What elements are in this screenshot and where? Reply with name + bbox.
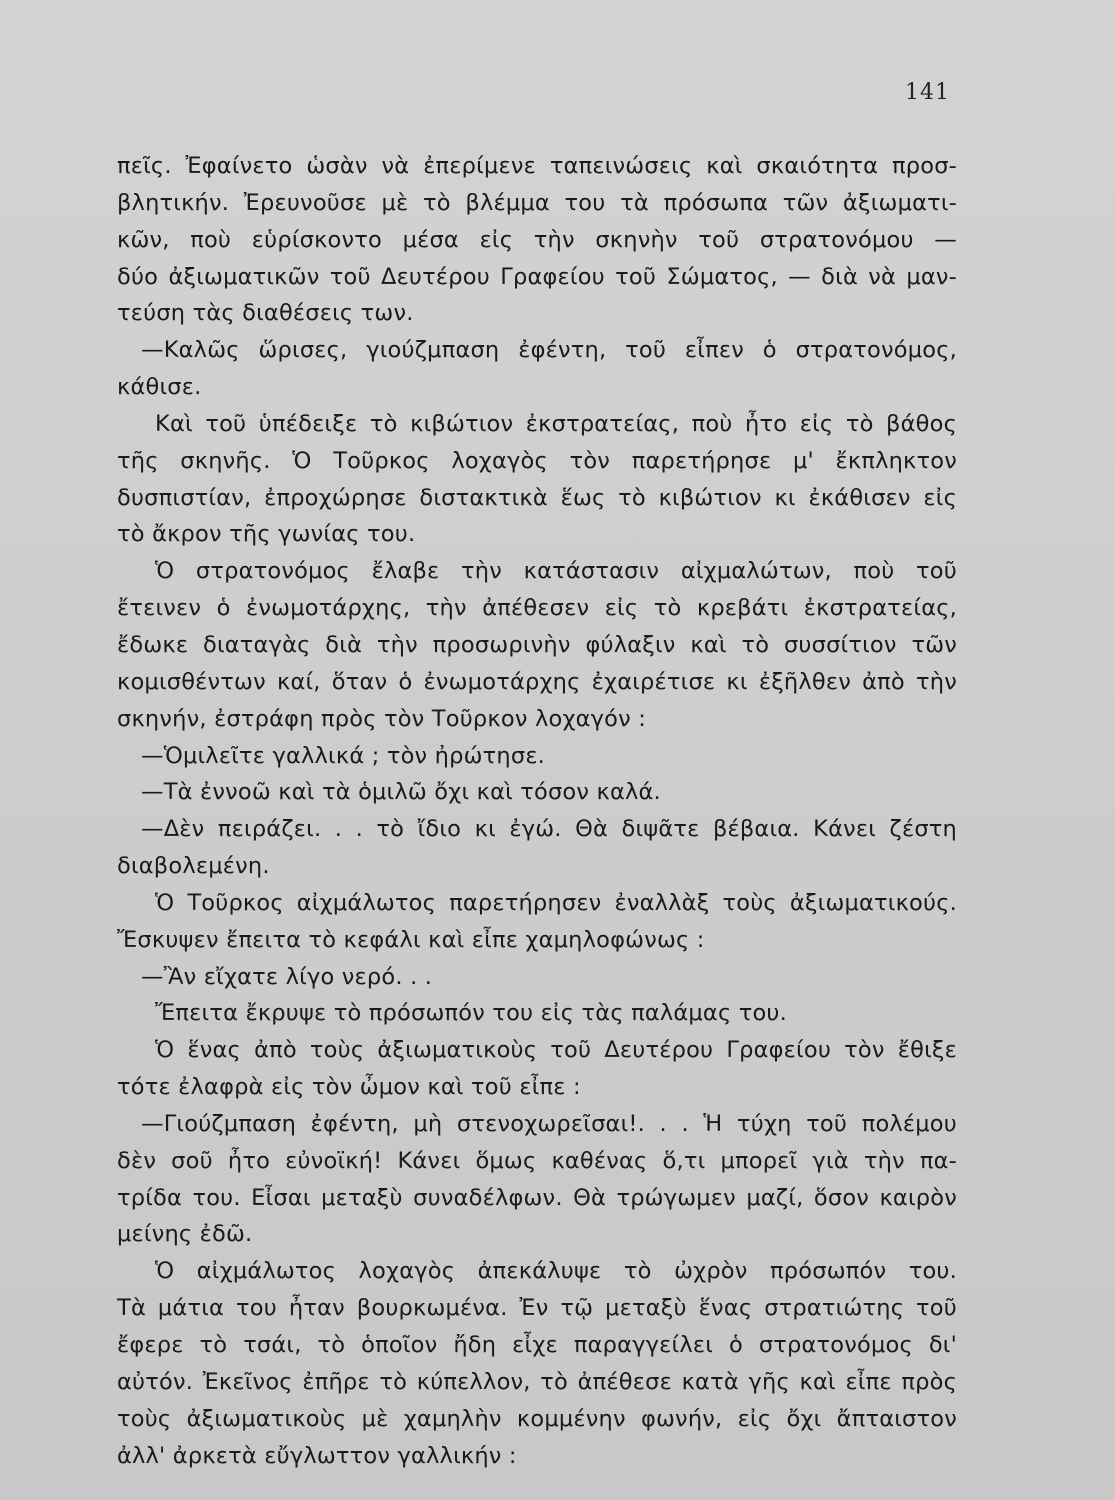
text-line: δυσπιστίαν, ἐπροχώρησε διστακτικὰ ἕως τὸ κιβώτιον κι ἐκάθισεν εἰς — [117, 484, 957, 511]
text-line: κομισθέντων καί, ὅταν ὁ ἐνωμοτάρχης ἐχαιρέτισε κι ἐξῆλθεν ἀπὸ τὴν — [117, 668, 957, 695]
text-line: Τὰ μάτια του ἦταν βουρκωμένα. Ἐν τῷ μεταξὺ ἕνας στρατιώτης τοῦ — [117, 1295, 957, 1322]
text-line: δὲν σοῦ ἦτο εὐνοϊκή! Κάνει ὅμως καθένας ὅ,τι μπορεῖ γιὰ τὴν πα- — [117, 1147, 957, 1174]
text-line: πεῖς. Ἐφαίνετο ὡσὰν νὰ ἐπερίμενε ταπεινώσεις καὶ σκαιότητα προσ- — [117, 153, 957, 179]
text-line: τεύση τὰς διαθέσεις των. — [117, 300, 414, 327]
text-line: βλητικήν. Ἐρευνοῦσε μὲ τὸ βλέμμα του τὰ πρόσωπα τῶν ἀξιωματι- — [117, 189, 957, 216]
text-line: ἔφερε τὸ τσάι, τὸ ὁποῖον ἤδη εἶχε παραγγείλει ὁ στρατονόμος δι' — [117, 1332, 957, 1358]
text-line: τοὺς ἀξιωματικοὺς μὲ χαμηλὴν κομμένην φωνήν, εἰς ὄχι ἄπταιστον — [117, 1405, 957, 1432]
text-line: —Καλῶς ὥρισες, γιούζμπαση ἐφέντη, τοῦ εἶπεν ὁ στρατονόμος, — [141, 337, 957, 364]
text-line: τῆς σκηνῆς. Ὁ Τοῦρκος λοχαγὸς τὸν παρετήρησε μ' ἔκπληκτον — [117, 447, 957, 474]
text-line: —Γιούζμπαση ἐφέντη, μὴ στενοχωρεῖσαι!. . . Ἡ τύχη τοῦ πολέμου — [141, 1110, 957, 1137]
text-line: —Ἂν εἴχατε λίγο νερό. . . — [141, 963, 433, 990]
body-text — [117, 148, 957, 1474]
text-line: ἀλλ' ἀρκετὰ εὔγλωττον γαλλικήν : — [117, 1442, 517, 1469]
text-line: σκηνήν, ἐστράφη πρὸς τὸν Τοῦρκον λοχαγόν : — [117, 705, 647, 732]
text-line: ἔδωκε διαταγὰς διὰ τὴν προσωρινὴν φύλαξιν καὶ τὸ συσσίτιον τῶν — [117, 631, 957, 658]
text-line: κῶν, ποὺ εὑρίσκοντο μέσα εἰς τὴν σκηνὴν τοῦ στρατονόμου — — [117, 226, 957, 253]
text-line: Ὁ στρατονόμος ἔλαβε τὴν κατάστασιν αἰχμαλώτων, ποὺ τοῦ — [155, 558, 957, 585]
text-line: τὸ ἄκρον τῆς γωνίας του. — [117, 521, 416, 548]
text-line: ἔτεινεν ὁ ἐνωμοτάρχης, τὴν ἀπέθεσεν εἰς τὸ κρεβάτι ἐκστρατείας, — [117, 595, 957, 622]
text-line: —Δὲν πειράζει. . . τὸ ἴδιο κι ἐγώ. Θὰ διψᾶτε βέβαια. Κάνει ζέστη — [141, 816, 957, 843]
text-line: κάθισε. — [117, 374, 202, 401]
page-number: 141 — [905, 80, 950, 105]
text-line: τότε ἐλαφρὰ εἰς τὸν ὦμον καὶ τοῦ εἶπε : — [117, 1074, 581, 1101]
text-line: τρίδα του. Εἶσαι μεταξὺ συναδέλφων. Θὰ τρώγωμεν μαζί, ὅσον καιρὸν — [117, 1184, 957, 1211]
text-line: αὐτόν. Ἐκεῖνος ἐπῆρε τὸ κύπελλον, τὸ ἀπέθεσε κατὰ γῆς καὶ εἶπε πρὸς — [117, 1368, 957, 1395]
text-line: Ἔσκυψεν ἔπειτα τὸ κεφάλι καὶ εἶπε χαμηλοφώνως : — [117, 926, 705, 953]
text-line: —Ὁμιλεῖτε γαλλικά ; τὸν ἠρώτησε. — [141, 742, 546, 769]
text-line: Ὁ αἰχμάλωτος λοχαγὸς ἀπεκάλυψε τὸ ὠχρὸν πρόσωπόν του. — [155, 1258, 957, 1285]
text-line: Καὶ τοῦ ὑπέδειξε τὸ κιβώτιον ἐκστρατείας, ποὺ ἦτο εἰς τὸ βάθος — [155, 410, 957, 437]
text-line: Ὁ Τοῦρκος αἰχμάλωτος παρετήρησεν ἐναλλὰξ τοὺς ἀξιωματικούς. — [155, 889, 957, 916]
text-line: μείνης ἐδῶ. — [117, 1221, 253, 1248]
text-line: Ὁ ἕνας ἀπὸ τοὺς ἀξιωματικοὺς τοῦ Δευτέρου Γραφείου τὸν ἔθιξε — [155, 1037, 957, 1064]
text-line: δύο ἀξιωματικῶν τοῦ Δευτέρου Γραφείου τοῦ Σώματος, — διὰ νὰ μαν- — [117, 263, 957, 290]
text-line: Ἔπειτα ἔκρυψε τὸ πρόσωπόν του εἰς τὰς παλάμας του. — [155, 1000, 788, 1027]
text-line: —Τὰ ἐννοῶ καὶ τὰ ὁμιλῶ ὄχι καὶ τόσον καλά. — [141, 779, 661, 806]
text-line: διαβολεμένη. — [117, 853, 270, 880]
